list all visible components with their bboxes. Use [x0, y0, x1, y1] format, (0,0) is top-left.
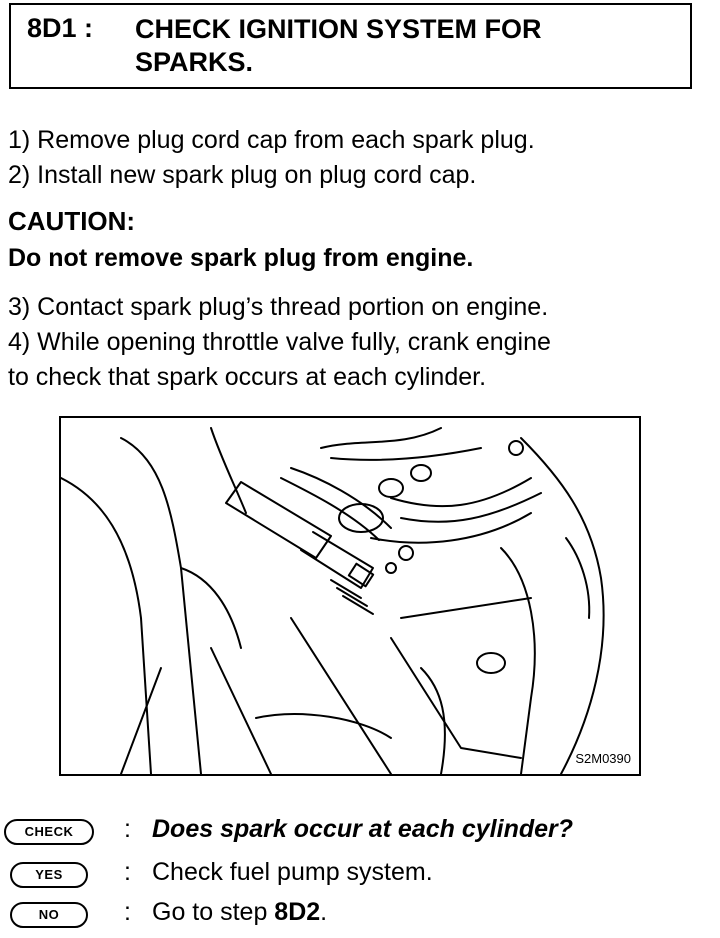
procedure-step-continuation: to check that spark occurs at each cylinder.: [8, 363, 487, 391]
engine-illustration: [59, 416, 641, 776]
separator: :: [124, 858, 131, 886]
yes-badge: YES: [10, 862, 88, 888]
next-step-link[interactable]: 8D2: [274, 898, 321, 926]
separator: :: [124, 815, 131, 843]
no-answer-prefix: Go to step: [152, 898, 275, 926]
no-answer-suffix: .: [320, 898, 328, 926]
step-title: [135, 13, 675, 79]
yes-answer: Check fuel pump system.: [152, 858, 433, 886]
yes-row: [4, 856, 704, 892]
procedure-step: 4) While opening throttle valve fully, crank engine: [8, 328, 551, 356]
procedure-steps-bottom: [8, 290, 551, 395]
spark-plug-engine-drawing: [61, 418, 639, 774]
procedure-steps-top: [8, 123, 535, 193]
caution-text: Do not remove spark plug from engine.: [8, 244, 474, 272]
step-header-box: [9, 3, 692, 89]
separator: :: [124, 898, 131, 926]
procedure-step: 2) Install new spark plug on plug cord cap.: [8, 161, 477, 189]
caution-heading: CAUTION:: [8, 206, 136, 236]
no-badge: NO: [10, 902, 88, 928]
procedure-step: 3) Contact spark plug’s thread portion on engine.: [8, 293, 549, 321]
check-question: Does spark occur at each cylinder?: [152, 815, 574, 843]
check-row: [4, 813, 704, 849]
procedure-step: 1) Remove plug cord cap from each spark plug.: [8, 126, 535, 154]
no-answer: [152, 898, 327, 927]
no-row: [4, 896, 704, 932]
step-code: 8D1 :: [27, 13, 94, 43]
step-title-line-1: CHECK IGNITION SYSTEM FOR: [135, 14, 542, 44]
figure-code: S2M0390: [575, 751, 631, 766]
step-title-line-2: SPARKS.: [135, 47, 254, 77]
check-badge: CHECK: [4, 819, 94, 845]
